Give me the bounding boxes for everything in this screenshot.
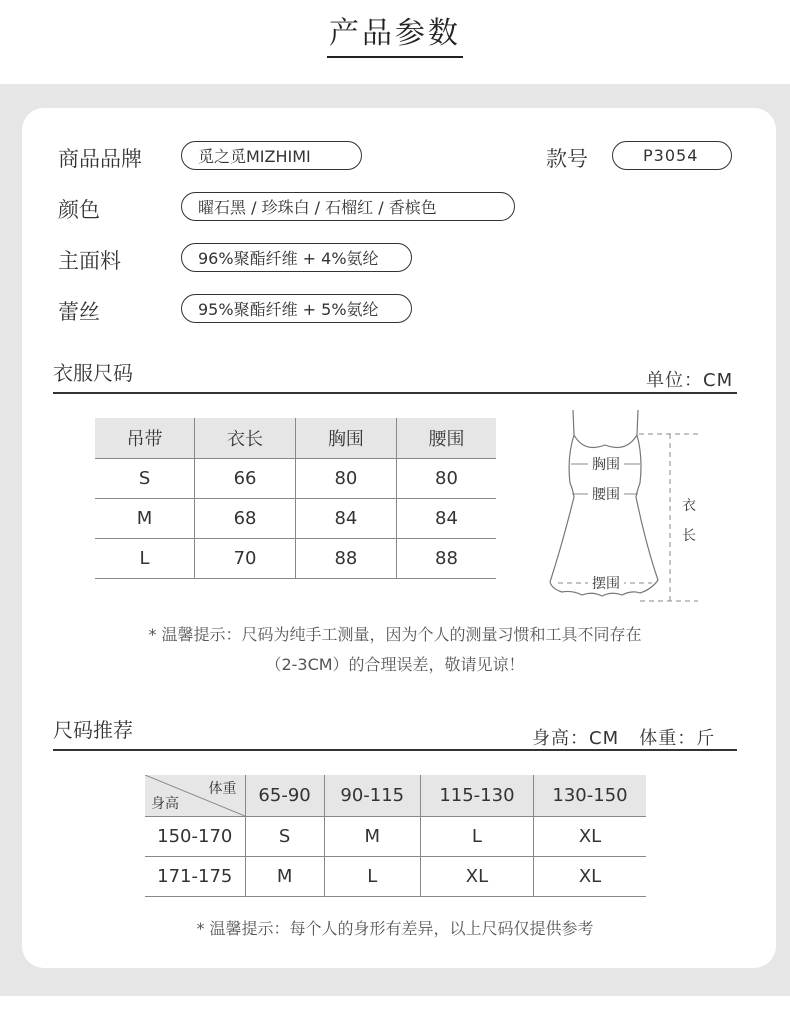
table-cell: M: [136, 507, 153, 529]
length-label-2: 长: [682, 528, 696, 544]
page-title: 产品参数: [0, 8, 790, 58]
table-cell: XL: [534, 856, 646, 896]
dress-diagram: [540, 405, 710, 610]
height-cell: 171-175: [157, 865, 233, 887]
brand-value: 觅之觅MIZHIMI: [181, 141, 362, 170]
table-cell: 68: [195, 498, 296, 538]
lace-label: 蕾丝: [58, 300, 100, 324]
rec-section-title: 尺码推荐: [53, 718, 133, 742]
size-table-header: [95, 418, 496, 458]
recommendation-table: [145, 775, 646, 897]
table-cell: XL: [420, 856, 533, 896]
table-cell: 80: [396, 458, 496, 498]
table-row: [145, 816, 646, 856]
table-cell: 80: [295, 458, 396, 498]
header-length: 衣长: [195, 418, 296, 458]
corner-cell: [145, 775, 245, 816]
brand-label: 商品品牌: [58, 147, 142, 171]
table-cell: 66: [195, 458, 296, 498]
color-value: 曜石黑 / 珍珠白 / 石榴红 / 香槟色: [181, 192, 515, 221]
size-table: [95, 418, 496, 579]
hem-label: 摆围: [592, 576, 620, 592]
weight-header: 115-130: [420, 775, 533, 816]
left-strap-line: [573, 410, 574, 435]
table-row: [95, 538, 496, 578]
size-unit: 单位：CM: [646, 370, 734, 391]
header-strap: 吊带: [95, 418, 195, 458]
main-fabric-value: 96%聚酯纤维 + 4%氨纶: [181, 243, 412, 272]
lace-value: 95%聚酯纤维 + 5%氨纶: [181, 294, 412, 323]
weight-header: 90-115: [324, 775, 420, 816]
waist-label: 腰围: [592, 487, 620, 503]
table-cell: M: [324, 816, 420, 856]
header-bust: 胸围: [295, 418, 396, 458]
right-strap-line: [637, 410, 638, 435]
size-note-line-1: * 温馨提示：尺码为纯手工测量，因为个人的测量习惯和工具不同存在: [148, 625, 642, 644]
table-cell: 88: [295, 538, 396, 578]
table-cell: L: [139, 547, 150, 569]
table-cell: 88: [396, 538, 496, 578]
size-section-divider: [53, 392, 737, 394]
table-cell: L: [420, 816, 533, 856]
table-cell: S: [245, 816, 324, 856]
corner-height-label: 身高: [151, 795, 179, 812]
rec-note: * 温馨提示：每个人的身形有差异，以上尺码仅提供参考: [196, 919, 594, 938]
table-cell: XL: [534, 816, 646, 856]
table-cell: 84: [295, 498, 396, 538]
length-label-1: 衣: [682, 498, 696, 514]
table-cell: M: [245, 856, 324, 896]
weight-header: 130-150: [534, 775, 646, 816]
header-waist: 腰围: [396, 418, 496, 458]
table-cell: S: [138, 467, 151, 489]
table-row: [95, 498, 496, 538]
table-cell: 70: [195, 538, 296, 578]
size-section-title: 衣服尺码: [53, 361, 133, 385]
table-cell: 84: [396, 498, 496, 538]
table-cell: L: [324, 856, 420, 896]
size-note-line-2: （2-3CM）的合理误差，敬请见谅！: [265, 655, 525, 674]
style-no-label: 款号: [546, 147, 588, 171]
corner-weight-label: 体重: [208, 781, 237, 797]
style-no-value: P3054: [612, 141, 732, 170]
main-fabric-label: 主面料: [58, 249, 121, 273]
rec-table-header: [145, 775, 646, 816]
table-row: [95, 458, 496, 498]
height-cell: 150-170: [157, 825, 233, 847]
rec-unit: 身高：CM 体重：斤: [532, 728, 716, 749]
rec-section-divider: [53, 749, 737, 751]
table-row: [145, 856, 646, 896]
color-label: 颜色: [58, 198, 100, 222]
weight-header: 65-90: [245, 775, 324, 816]
bust-label: 胸围: [592, 457, 620, 473]
